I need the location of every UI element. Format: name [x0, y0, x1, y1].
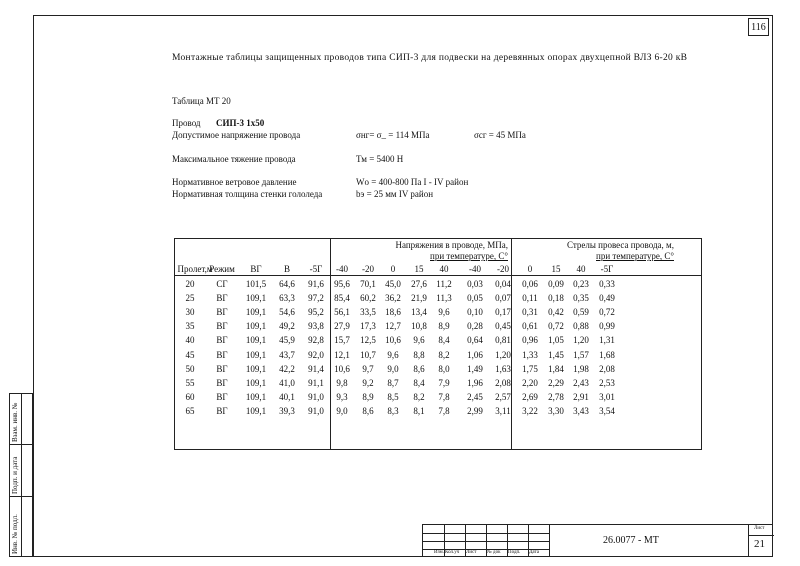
table-cell: 3,54	[599, 405, 615, 416]
table-cell: 1,96	[467, 377, 483, 388]
table-cell: 1,68	[599, 349, 615, 360]
ice-value: bэ = 25 мм IV район	[356, 189, 434, 199]
table-cell: 109,1	[245, 363, 267, 374]
table-cell: 70,1	[360, 279, 376, 289]
column-header: -5Г	[309, 264, 323, 274]
table-cell: 60,2	[360, 293, 376, 304]
table-cell: 9,6	[438, 307, 450, 318]
table-cell: 0,72	[599, 307, 615, 318]
table-cell: 10,7	[360, 349, 376, 360]
table-cell: 0,99	[599, 321, 615, 332]
table-cell: 95,2	[308, 307, 324, 318]
table-label: Таблица МТ 20	[172, 96, 231, 106]
table-cell: 35	[185, 321, 195, 332]
column-header: -20	[497, 264, 509, 274]
table-cell: 1,06	[467, 349, 483, 360]
table-cell: 9,8	[336, 377, 348, 388]
table-cell: 42,2	[279, 363, 295, 374]
table-cell: 1,63	[495, 363, 511, 374]
table-cell: 11,3	[436, 293, 452, 304]
title-block-label: Кол.уч	[445, 550, 460, 555]
table-cell: ВГ	[216, 391, 228, 402]
table-cell: 3,43	[573, 405, 589, 416]
table-cell: 8,0	[438, 363, 450, 374]
column-header: В	[283, 264, 290, 274]
table-cell: 1,31	[599, 335, 615, 346]
table-cell: 109,1	[245, 349, 267, 360]
table-cell: 41,0	[279, 377, 295, 388]
table-cell: 0,31	[522, 307, 538, 318]
table-cell: ВГ	[216, 363, 228, 374]
table-cell: 0,59	[573, 307, 589, 318]
table-cell: 0,07	[495, 293, 511, 304]
table-cell: 2,20	[522, 377, 538, 388]
table-cell: 0,18	[548, 293, 564, 304]
sheet-number: 21	[754, 538, 765, 550]
table-cell: 91,4	[308, 363, 324, 374]
document-title: Монтажные таблицы защищенных проводов типа СИП-3 для подвески на деревянных опорах двухцепной ВЛЗ 6-20 кВ	[172, 53, 688, 63]
wind-label: Нормативное ветровое давление	[172, 177, 297, 187]
table-cell: 109,1	[245, 335, 267, 346]
table-cell: 10,6	[334, 363, 350, 374]
table-cell: 1,05	[548, 335, 564, 346]
table-cell: 12,5	[360, 335, 376, 346]
table-cell: 2,69	[522, 391, 538, 402]
table-cell: 63,3	[279, 293, 295, 304]
table-cell: 1,20	[495, 349, 511, 360]
stress-group-header: Напряжения в проводе, МПа, при температуре, С°	[395, 240, 508, 261]
column-header: -20	[362, 264, 374, 274]
table-cell: ВГ	[216, 377, 228, 388]
table-cell: 30	[185, 307, 195, 318]
table-cell: 0,45	[495, 321, 511, 332]
column-header: -40	[469, 264, 481, 274]
title-block-label: № док	[487, 550, 501, 555]
table-cell: 49,2	[279, 321, 295, 332]
table-cell: 0,96	[522, 335, 538, 346]
table-cell: 45,0	[385, 279, 401, 289]
table-cell: 1,57	[573, 349, 589, 360]
column-header: ВГ	[250, 264, 262, 274]
title-block-label: Лист	[466, 550, 477, 555]
wire-value: СИП-3 1х50	[216, 118, 265, 128]
table-cell: 0,88	[573, 321, 589, 332]
table-cell: 39,3	[279, 405, 295, 416]
table-cell: 10,8	[411, 321, 427, 332]
table-cell: 8,9	[438, 321, 450, 332]
table-cell: 10,6	[385, 335, 401, 346]
table-cell: 0,17	[495, 307, 511, 318]
table-cell: 0,03	[467, 279, 483, 289]
table-cell: 8,7	[387, 377, 399, 388]
title-block-label: Изм.	[434, 550, 444, 555]
table-cell: 12,7	[385, 321, 401, 332]
table-cell: 9,0	[336, 405, 348, 416]
table-cell: 36,2	[385, 293, 401, 304]
table-cell: 0,81	[495, 335, 511, 346]
table-cell: 0,49	[599, 293, 615, 304]
table-cell: 85,4	[334, 293, 350, 304]
table-cell: 2,29	[548, 377, 564, 388]
swap-label: Взам. инв. №	[11, 402, 19, 442]
stress-formula-2: σсг = 45 МПа	[474, 130, 526, 140]
table-cell: 8,2	[413, 391, 425, 402]
table-cell: 1,33	[522, 349, 538, 360]
table-cell: 0,61	[522, 321, 538, 332]
table-cell: 8,6	[362, 405, 374, 416]
table-cell: 18,6	[385, 307, 401, 318]
table-cell: 9,6	[387, 349, 399, 360]
table-cell: 56,1	[334, 307, 350, 318]
table-cell: 3,11	[495, 405, 511, 416]
table-cell: 1,84	[548, 363, 564, 374]
table-cell: 0,35	[573, 293, 589, 304]
column-header: Пролет,м	[177, 264, 213, 274]
table-cell: 21,9	[411, 293, 427, 304]
table-cell: 54,6	[279, 307, 295, 318]
table-cell: 0,33	[599, 279, 615, 289]
table-cell: ВГ	[216, 335, 228, 346]
table-cell: 9,2	[362, 377, 374, 388]
table-cell: 2,53	[599, 377, 615, 388]
column-header: 40	[439, 264, 449, 274]
table-cell: 92,0	[308, 349, 324, 360]
wind-value: Wо = 400-800 Па I - IV район	[356, 177, 469, 187]
table-cell: 2,45	[467, 391, 483, 402]
left-stamp	[9, 393, 33, 557]
title-block-label: Дата	[529, 550, 539, 555]
table-cell: 3,22	[522, 405, 538, 416]
table-cell: 0,05	[467, 293, 483, 304]
table-cell: ВГ	[216, 307, 228, 318]
table-cell: 13,4	[411, 307, 427, 318]
table-cell: 8,8	[413, 349, 425, 360]
mounting-table	[174, 238, 702, 450]
table-cell: 40	[185, 335, 195, 346]
sag-group-header: Стрелы провеса провода, м, при температуре, С°	[566, 240, 674, 261]
table-cell: 7,8	[438, 405, 450, 416]
table-cell: 27,6	[411, 279, 427, 289]
table-cell: СГ	[216, 279, 228, 289]
sheet-label: Лист	[754, 526, 765, 531]
table-cell: 109,1	[245, 405, 267, 416]
table-cell: 25	[185, 293, 195, 304]
table-cell: 2,78	[548, 391, 564, 402]
table-cell: 40,1	[279, 391, 295, 402]
table-cell: 2,57	[495, 391, 511, 402]
title-block-label: Подп.	[508, 550, 521, 555]
table-cell: 27,9	[334, 321, 350, 332]
table-cell: 0,09	[548, 279, 564, 289]
table-cell: 1,98	[573, 363, 589, 374]
table-cell: 0,04	[495, 279, 511, 289]
table-cell: 45,9	[279, 335, 295, 346]
table-cell: 43,7	[279, 349, 295, 360]
table-cell: 1,75	[522, 363, 538, 374]
sign-label: Подп. и дата	[11, 456, 19, 494]
table-cell: 91,0	[308, 391, 324, 402]
table-cell: 109,1	[245, 377, 267, 388]
table-cell: 45	[185, 349, 195, 360]
table-cell: 91,0	[308, 405, 324, 416]
table-cell: 17,3	[360, 321, 376, 332]
column-header: -5Г	[600, 264, 614, 274]
table-cell: 65	[185, 405, 195, 416]
table-cell: 8,9	[362, 391, 374, 402]
table-cell: 0,42	[548, 307, 564, 318]
table-cell: 7,9	[438, 377, 450, 388]
table-cell: 97,2	[308, 293, 324, 304]
table-cell: 2,08	[599, 363, 615, 374]
table-cell: 0,72	[548, 321, 564, 332]
table-cell: ВГ	[216, 405, 228, 416]
table-cell: 2,91	[573, 391, 589, 402]
table-cell: 8,1	[413, 405, 425, 416]
table-cell: 8,5	[387, 391, 399, 402]
table-cell: 8,3	[387, 405, 399, 416]
table-cell: 8,2	[438, 349, 450, 360]
column-header: 0	[527, 264, 533, 274]
table-cell: 0,64	[467, 335, 483, 346]
table-cell: 7,8	[438, 391, 450, 402]
ice-label: Нормативная толщина стенки гололеда	[172, 189, 323, 199]
table-cell: 95,6	[334, 279, 350, 289]
column-header: 15	[551, 264, 561, 274]
table-cell: 109,1	[245, 391, 267, 402]
table-cell: 1,49	[467, 363, 483, 374]
table-cell: 3,30	[548, 405, 564, 416]
tension-label: Максимальное тяжение провода	[172, 154, 296, 164]
table-cell: 20	[185, 279, 195, 289]
stress-formula: σнг= σ_ = 114 МПа	[356, 130, 430, 140]
tension-value: Тм = 5400 Н	[356, 154, 404, 164]
table-cell: 55	[185, 377, 195, 388]
table-cell: 0,11	[522, 293, 538, 304]
table-cell: 11,2	[436, 279, 452, 289]
table-cell: 0,28	[467, 321, 483, 332]
table-cell: ВГ	[216, 321, 228, 332]
page-number: 116	[748, 18, 769, 36]
table-cell: 1,45	[548, 349, 564, 360]
table-cell: 9,3	[336, 391, 348, 402]
table-cell: 9,7	[362, 363, 374, 374]
doc-code: 26.0077 - МТ	[603, 535, 659, 546]
table-cell: 15,7	[334, 335, 350, 346]
column-header: 40	[576, 264, 586, 274]
table-cell: 91,6	[308, 279, 324, 289]
inv-label: Инв. № подл.	[11, 514, 19, 554]
table-cell: 8,4	[413, 377, 425, 388]
table-cell: 9,0	[387, 363, 399, 374]
title-block	[422, 524, 773, 557]
table-cell: 2,43	[573, 377, 589, 388]
table-cell: 101,5	[245, 279, 267, 289]
column-header: 15	[414, 264, 424, 274]
table-cell: 50	[185, 363, 195, 374]
wire-label: Провод	[172, 118, 201, 128]
table-cell: 60	[185, 391, 195, 402]
column-header: -40	[336, 264, 348, 274]
stress-label: Допустимое напряжение провода	[172, 130, 301, 140]
table-cell: 8,4	[438, 335, 450, 346]
table-cell: 64,6	[279, 279, 295, 289]
table-cell: 1,20	[573, 335, 589, 346]
table-cell: 0,23	[573, 279, 589, 289]
table-cell: 0,10	[467, 307, 483, 318]
table-cell: 2,08	[495, 377, 511, 388]
table-cell: 0,06	[522, 279, 538, 289]
table-cell: 2,99	[467, 405, 483, 416]
table-cell: 109,1	[245, 307, 267, 318]
table-cell: ВГ	[216, 293, 228, 304]
table-cell: 8,6	[413, 363, 425, 374]
column-header: 0	[390, 264, 396, 274]
table-cell: 93,8	[308, 321, 324, 332]
column-header: Режим	[209, 264, 235, 274]
table-cell: 33,5	[360, 307, 376, 318]
table-cell: ВГ	[216, 349, 228, 360]
header-separator	[175, 275, 701, 276]
table-cell: 109,1	[245, 321, 267, 332]
table-cell: 3,01	[599, 391, 615, 402]
table-cell: 92,8	[308, 335, 324, 346]
table-cell: 12,1	[334, 349, 350, 360]
table-cell: 9,6	[413, 335, 425, 346]
table-cell: 109,1	[245, 293, 267, 304]
table-cell: 91,1	[308, 377, 324, 388]
